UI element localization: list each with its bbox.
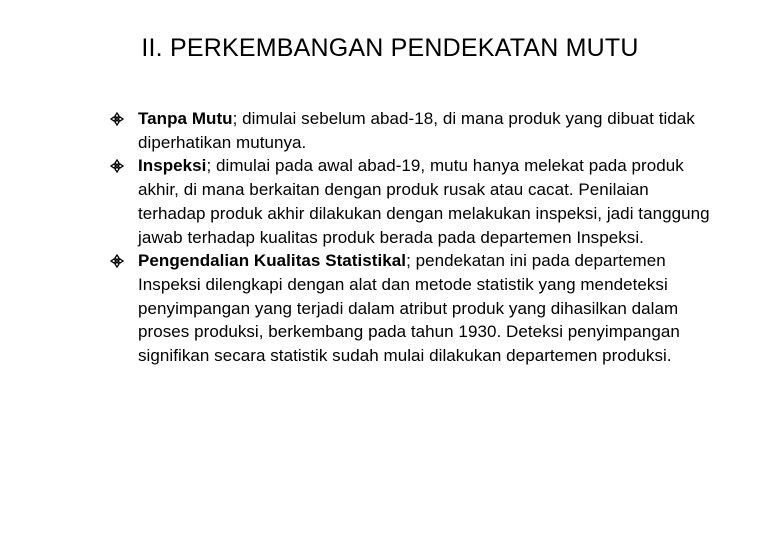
bullet-term: Inspeksi <box>138 156 207 176</box>
slide-title: II. PERKEMBANGAN PENDEKATAN MUTU <box>141 34 639 62</box>
bullet-term: Tanpa Mutu <box>138 109 233 128</box>
bullet-text: ; pendekatan ini pada departemen Inspeksi dilengkapi dengan alat dan metode statistik yang mendeteksi penyimpangan yang terjadi dalam atribut produk yang dihasilkan dalam proses produksi, berkembang pada tahun 1930. Deteksi penyimpangan signifikan secara statistik sudah mulai dilakukan departemen produksi. <box>138 251 680 366</box>
bullet-list <box>110 107 710 368</box>
diamond-bullet-icon <box>110 254 124 268</box>
bullet-term: Pengendalian Kualitas Statistikal <box>138 251 407 271</box>
bullet-text: ; dimulai sebelum abad-18, di mana produk yang dibuat tidak diperhatikan mutunya. <box>138 109 695 152</box>
diamond-bullet-icon <box>110 159 124 173</box>
bullet-item-pengendalian <box>110 249 710 368</box>
bullet-text: ; dimulai pada awal abad-19, mutu hanya melekat pada produk akhir, di mana berkaitan dengan produk rusak atau cacat. Penilaian terhadap produk akhir dilakukan dengan melakukan inspeksi, jadi tanggung jawab terhadap kualitas produk berada pada departemen Inspeksi. <box>138 156 710 247</box>
bullet-item-tanpa-mutu <box>110 107 710 154</box>
diamond-bullet-icon <box>110 112 124 126</box>
bullet-item-inspeksi <box>110 154 710 249</box>
